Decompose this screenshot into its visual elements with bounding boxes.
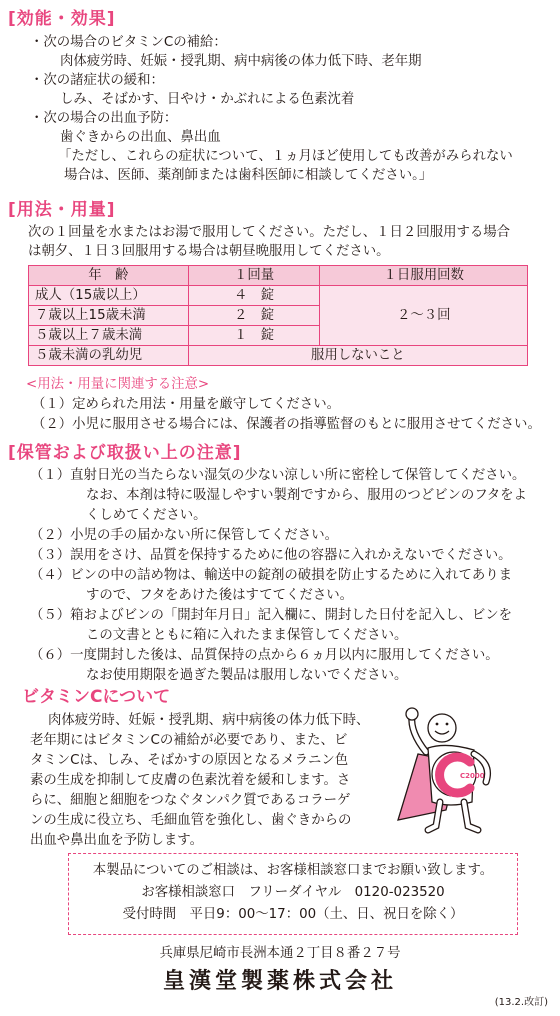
storage-line: くしめてください。 (86, 508, 207, 523)
storage-line: すので、フタをあけた後はすててください。 (86, 588, 354, 603)
vitamin-c-title: ビタミンCについて (22, 687, 171, 707)
contact-phone: お客様相談窓口 フリーダイヤル 0120-023520 (141, 885, 445, 900)
storage-line: （３）誤用をさけ、品質を保持するために他の容器に入れかえないでください。 (30, 548, 512, 563)
storage-line: （５）箱およびビンの「開封年月日」記入欄に、開封した日付を記入し、ビンを (30, 608, 513, 623)
storage-line: なお、本剤は特に吸湿しやすい製剤ですから、服用のつどビンのフタをよ (86, 488, 527, 503)
storage-title: [保管および取扱い上の注意] (8, 443, 242, 463)
company-name: 皇漢堂製薬株式会社 (162, 969, 397, 994)
table-header-dose: １回量 (188, 266, 320, 286)
efficacy-line: 「ただし、これらの症状について、１ヵ月ほど使用しても改善がみられない (58, 149, 513, 164)
age-cell: ５歳未満の乳幼児 (29, 346, 189, 366)
revision-note: (13.2.改訂) (494, 997, 548, 1008)
vitamin-c-mascot (388, 702, 538, 842)
table-header-row (29, 266, 528, 286)
dosage-notes-title: <用法・用量に関連する注意> (26, 377, 210, 392)
efficacy-line: 肉体疲労時、妊娠・授乳期、病中病後の体力低下時、老年期 (60, 54, 422, 69)
dosage-title: [用法・用量] (8, 200, 116, 220)
mascot-badge-text: C2000 (460, 772, 485, 780)
dose-cell: ２ 錠 (188, 306, 320, 326)
contact-box (68, 853, 518, 935)
storage-line: なお使用期限を過ぎた製品は服用しないでください。 (86, 668, 408, 683)
contact-hours: 受付時間 平日9：00～17：00（土、日、祝日を除く） (122, 907, 464, 922)
storage-line: （６）一度開封した後は、品質保持の点から６ヵ月以内に服用してください。 (30, 648, 499, 663)
contact-line: 本製品についてのご相談は、お客様相談窓口までお願い致します。 (92, 863, 494, 878)
dose-cell: ４ 錠 (188, 286, 320, 306)
age-cell: ５歳以上７歳未満 (29, 326, 189, 346)
vitamin-c-line: ンの生成に役立ち、毛細血管を強化し、歯ぐきからの (30, 813, 352, 828)
dose-cell: １ 錠 (188, 326, 320, 346)
table-row (29, 346, 528, 366)
efficacy-line: しみ、そばかす、日やけ・かぶれによる色素沈着 (60, 92, 355, 107)
efficacy-line: ・次の場合のビタミンCの補給： (30, 35, 227, 50)
vitamin-c-line: タミンCは、しみ、そばかすの原因となるメラニン色 (30, 753, 349, 768)
storage-line: （１）直射日光の当たらない湿気の少ない涼しい所に密栓して保管してください。 (30, 468, 526, 483)
dosage-note: （２）小児に服用させる場合には、保護者の指導監督のもとに服用させてください。 (32, 417, 541, 432)
dosage-note: （１）定められた用法・用量を厳守してください。 (32, 397, 340, 412)
company-address: 兵庫県尼崎市長洲本通２丁目８番２７号 (159, 946, 401, 961)
efficacy-title: [効能・効果] (8, 9, 116, 29)
dosage-intro: は朝夕、１日３回服用する場合は朝昼晩服用してください。 (28, 244, 390, 259)
storage-line: この文書とともに箱に入れたまま保管してください。 (86, 628, 408, 643)
dosage-table (28, 265, 528, 366)
table-row (29, 286, 528, 306)
storage-line: （２）小児の手の届かない所に保管してください。 (30, 528, 338, 543)
table-header-times: １日服用回数 (320, 266, 528, 286)
vitamin-c-line: 肉体疲労時、妊娠・授乳期、病中病後の体力低下時、 (48, 713, 370, 728)
efficacy-line: 場合は、医師、薬剤師または歯科医師に相談してください。」 (64, 168, 433, 183)
mascot-head (428, 714, 456, 742)
vitamin-c-line: 老年期にはビタミンCの補給が必要であり、また、ビ (30, 733, 348, 748)
dose-cell: 服用しないこと (188, 346, 527, 366)
vitamin-c-line: 出血や鼻出血を予防します。 (30, 833, 204, 848)
dosage-intro: 次の１回量を水またはお湯で服用してください。ただし、１日２回服用する場合 (28, 225, 511, 240)
vitamin-c-line: 素の生成を抑制して皮膚の色素沈着を緩和します。さ (30, 773, 351, 788)
vitamin-c-line: らに、細胞と細胞をつなぐタンパク質であるコラーゲ (30, 793, 351, 808)
storage-line: （４）ビンの中の詰め物は、輸送中の錠剤の破損を防止するために入れてありま (30, 568, 513, 583)
times-cell: ２～３回 (320, 286, 528, 346)
age-cell: 成人（15歳以上） (29, 286, 189, 306)
table-header-age: 年 齢 (29, 266, 189, 286)
age-cell: ７歳以上15歳未満 (29, 306, 189, 326)
efficacy-line: ・次の場合の出血予防： (30, 111, 178, 126)
efficacy-line: ・次の諸症状の緩和： (30, 73, 164, 88)
efficacy-line: 歯ぐきからの出血、鼻出血 (60, 130, 221, 145)
